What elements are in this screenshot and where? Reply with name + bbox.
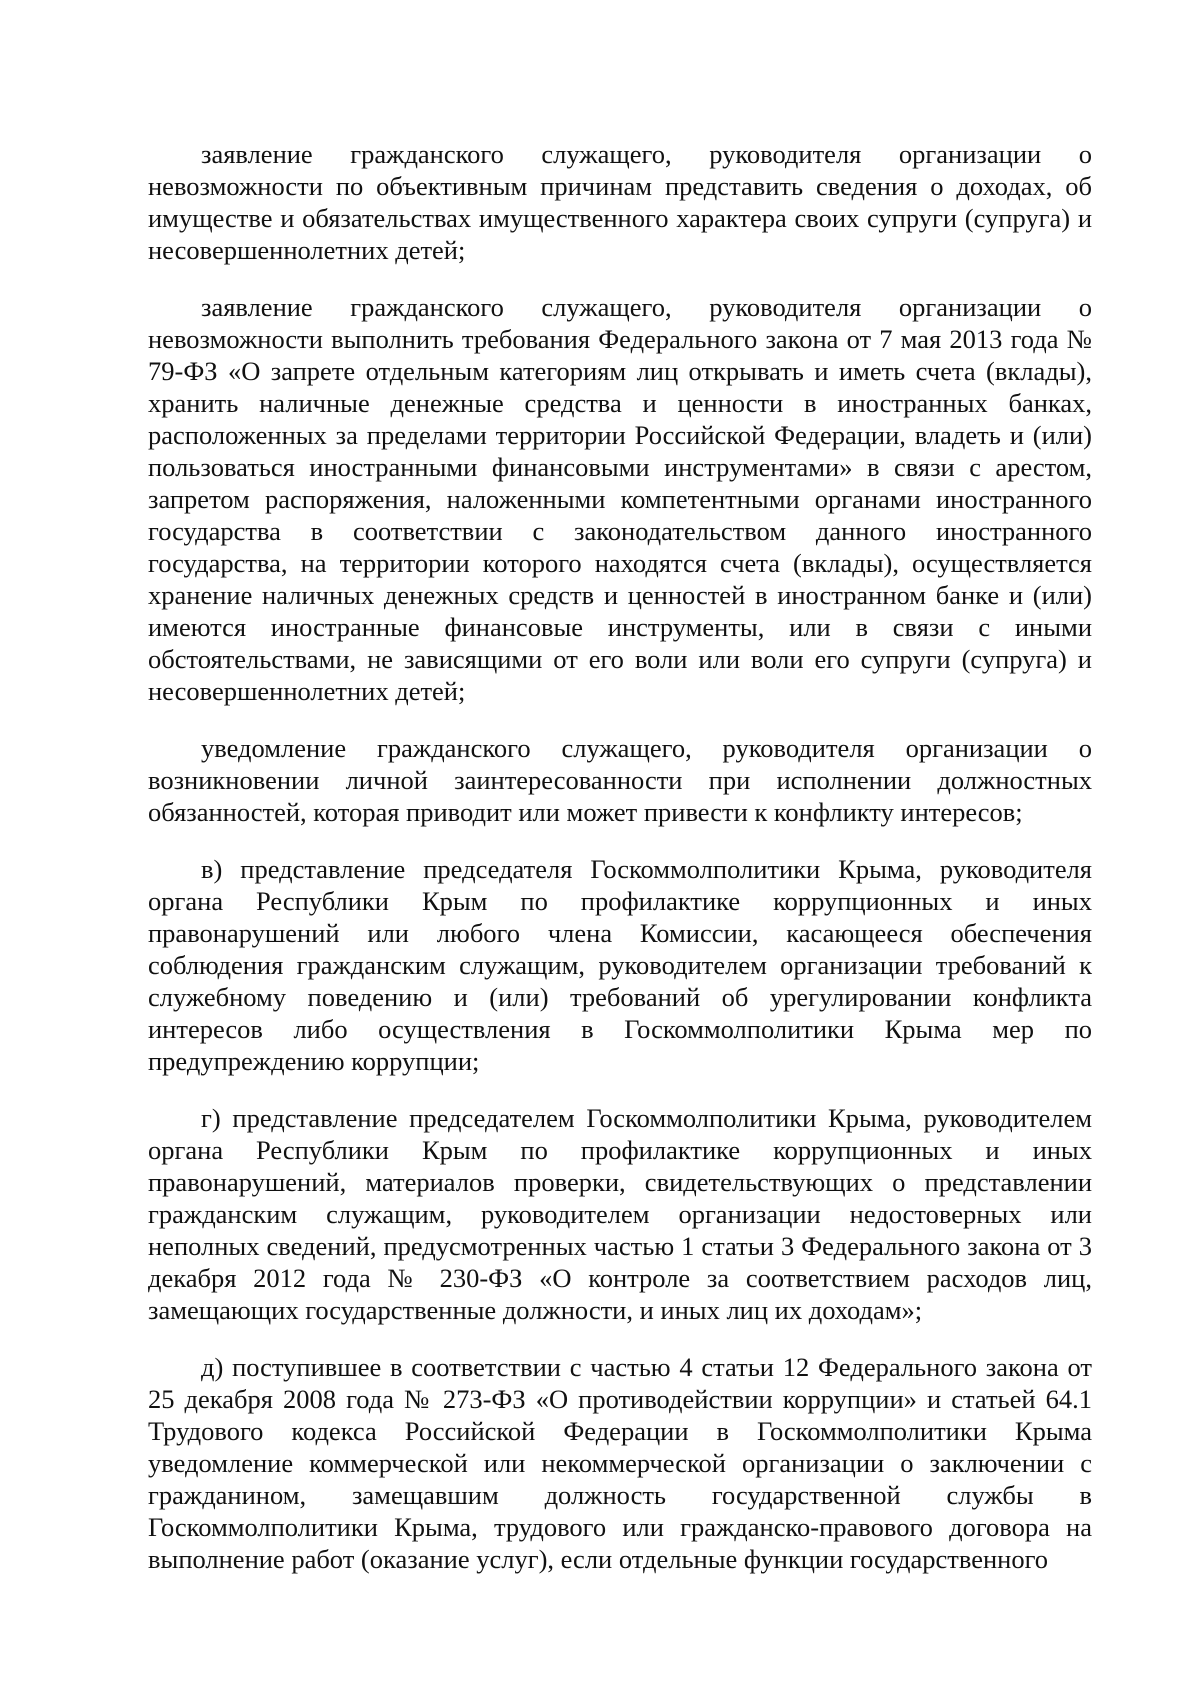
paragraph-statement-income: заявление гражданского служащего, руководителя организации о невозможности по объективным причинам представить сведения о доходах, об имуществе и обязательствах имущественного характера своих супруги (супруга) и несовершеннолетних детей; — [148, 139, 1092, 265]
document-body — [148, 138, 1092, 1575]
paragraph-item-d: д) поступившее в соответствии с частью 4 статьи 12 Федерального закона от 25 декабря 2008 года № 273-ФЗ «О противодействии коррупции» и статьей 64.1 Трудового кодекса Российской Федерации в Госкоммолполитики Крыма уведомление коммерческой или некоммерческой организации о заключении с гражданином, замещавшим должность государственной службы в Госкоммолполитики Крыма, трудового или гражданско-правового договора на выполнение работ (оказание услуг), если отдельные функции государственного — [148, 1352, 1092, 1574]
paragraph-item-v: в) представление председателя Госкоммолполитики Крыма, руководителя органа Республики Крым по профилактике коррупционных и иных правонарушений или любого члена Комиссии, касающееся обеспечения соблюдения гражданским служащим, руководителем организации требований к служебному поведению и (или) требований об урегулировании конфликта интересов либо осуществления в Госкоммолполитики Крыма мер по предупреждению коррупции; — [148, 854, 1092, 1076]
paragraph-statement-foreign-accounts: заявление гражданского служащего, руководителя организации о невозможности выполнить требования Федерального закона от 7 мая 2013 года № 79-ФЗ «О запрете отдельным категориям лиц открывать и иметь счета (вклады), хранить наличные денежные средства и ценности в иностранных банках, расположенных за пределами территории Российской Федерации, владеть и (или) пользоваться иностранными финансовыми инструментами» в связи с арестом, запретом распоряжения, наложенными компетентными органами иностранного государства в соответствии с законодательством данного иностранного государства, на территории которого находятся счета (вклады), осуществляется хранение наличных денежных средств и ценностей в иностранном банке и (или) имеются иностранные финансовые инструменты, или в связи с иными обстоятельствами, не зависящими от его воли или воли его супруги (супруга) и несовершеннолетних детей; — [148, 292, 1092, 706]
paragraph-item-g: г) представление председателем Госкоммолполитики Крыма, руководителем органа Республики Крым по профилактике коррупционных и иных правонарушений, материалов проверки, свидетельствующих о представлении гражданским служащим, руководителем организации недостоверных или неполных сведений, предусмотренных частью 1 статьи 3 Федерального закона от 3 декабря 2012 года № 230-ФЗ «О контроле за соответствием расходов лиц, замещающих государственные должности, и иных лиц их доходам»; — [148, 1103, 1092, 1325]
paragraph-notice-conflict-of-interest: уведомление гражданского служащего, руководителя организации о возникновении личной заинтересованности при исполнении должностных обязанностей, которая приводит или может привести к конфликту интересов; — [148, 733, 1092, 827]
